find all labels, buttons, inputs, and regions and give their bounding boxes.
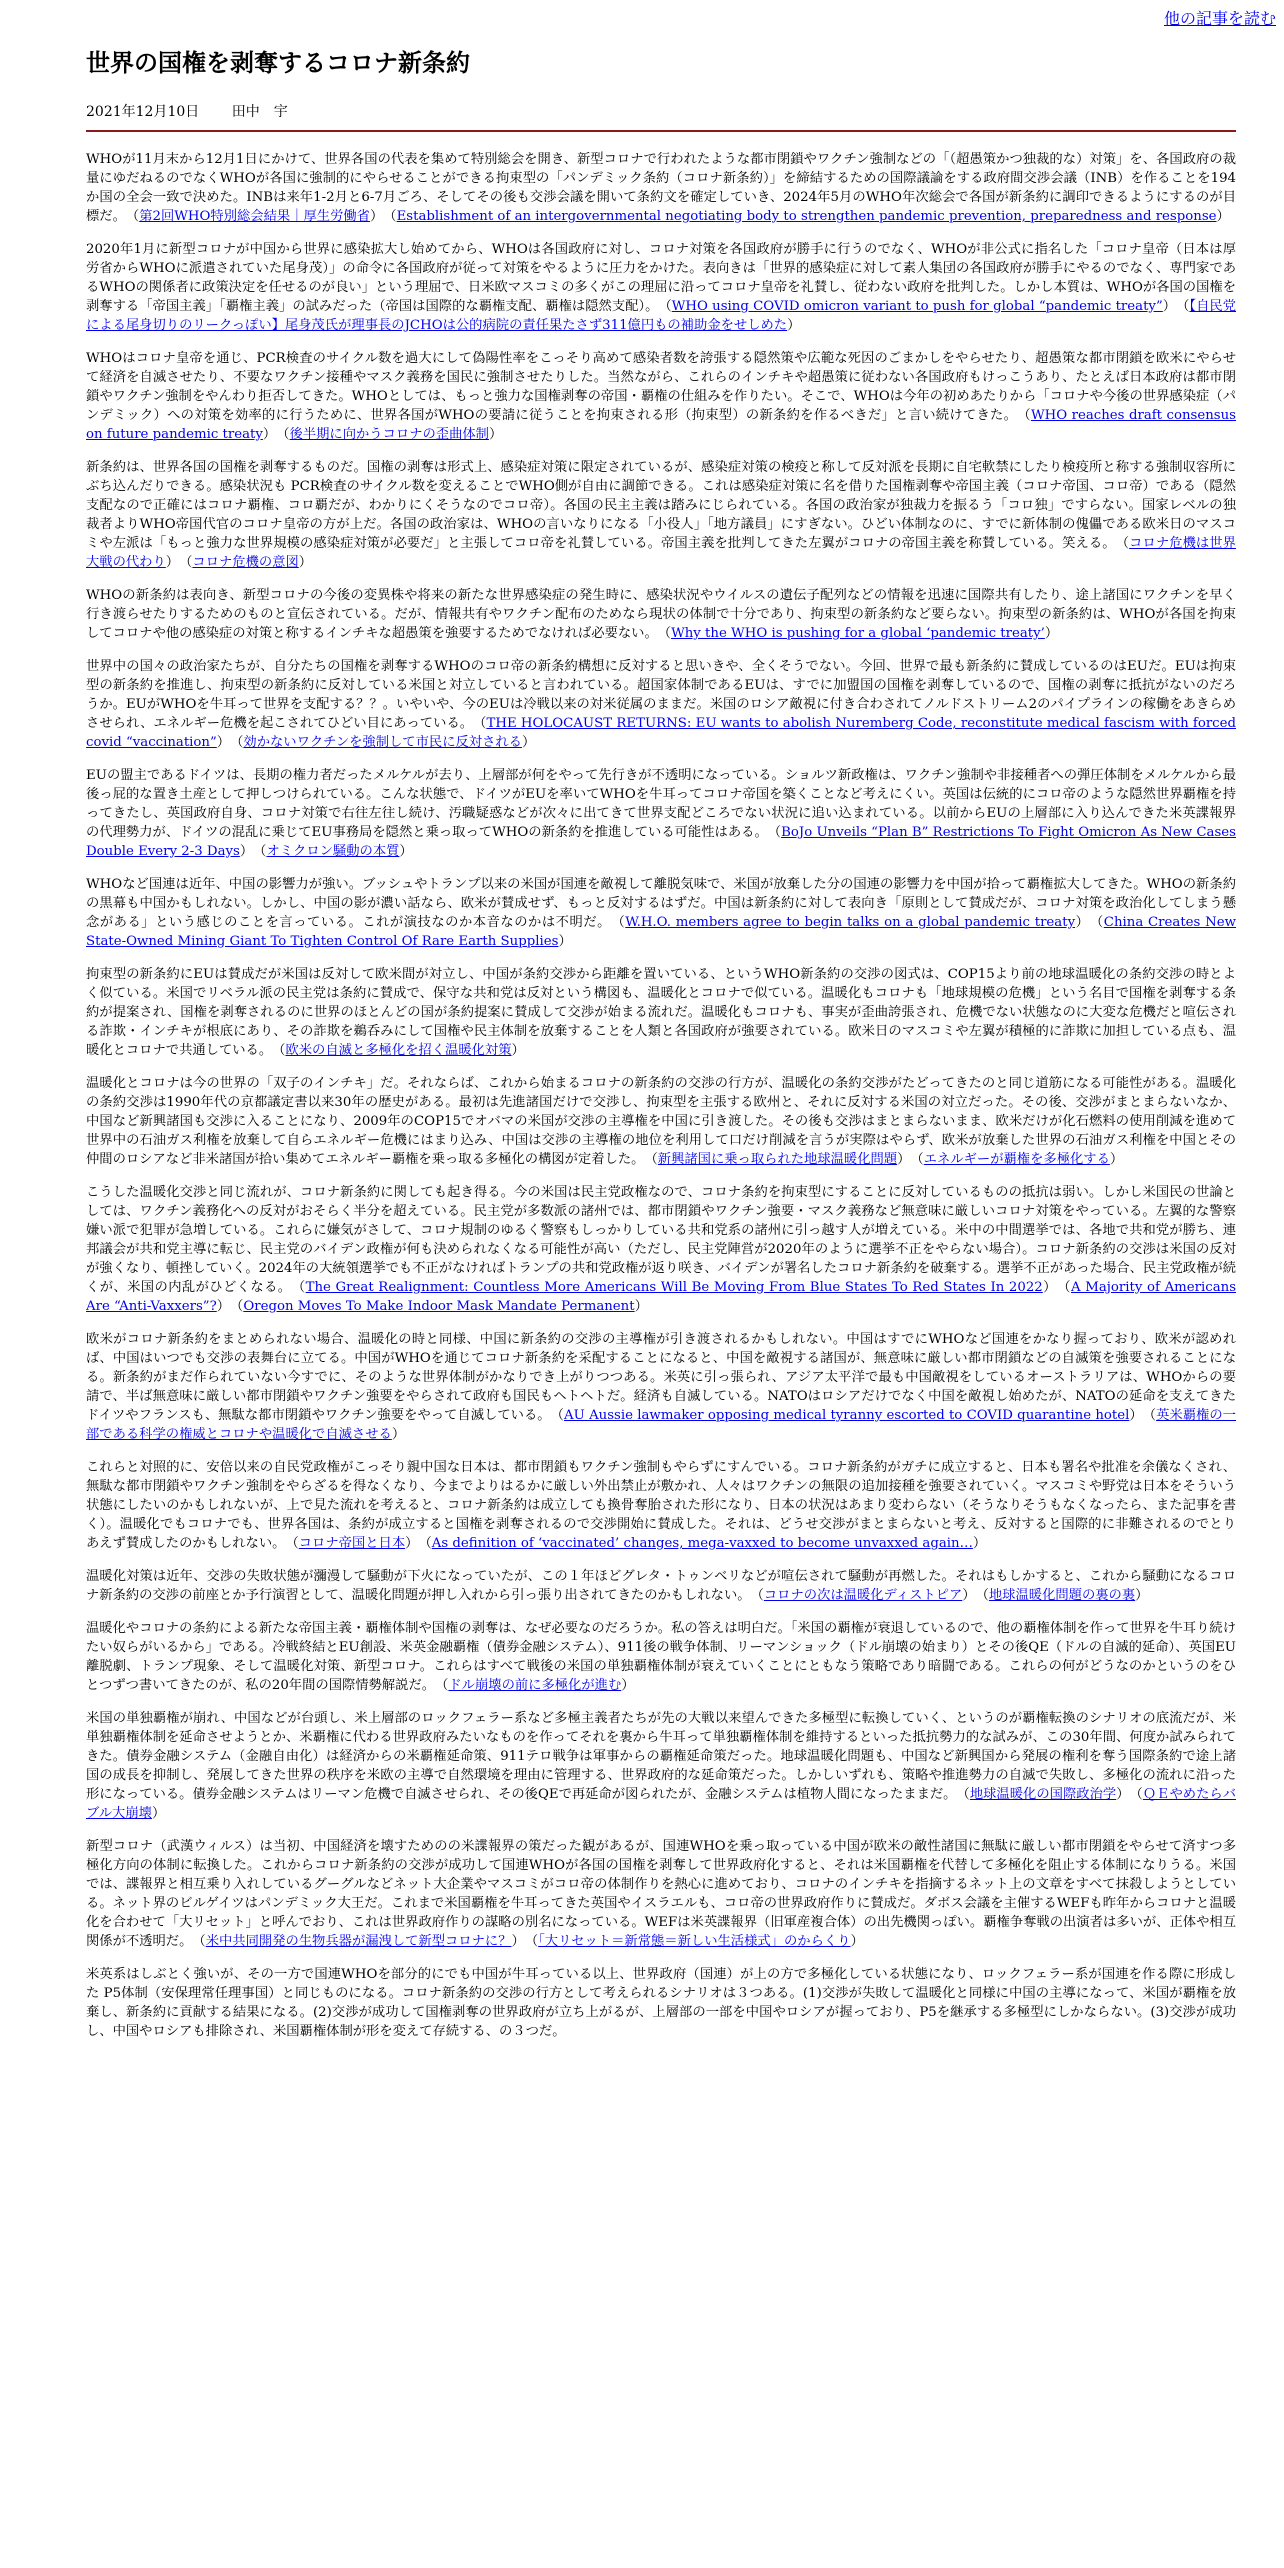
reference-link[interactable]: 英米覇権の一部である科学の権威とコロナや温暖化で自滅させる <box>86 1408 1236 1442</box>
article-paragraph: WHOが11月末から12月1日にかけて、世界各国の代表を集めて特別総会を開き、新型コロナで行われたような都市閉鎖やワクチン強制などの「（超愚策かつ独裁的な）対策」を、各国政府の裁量にゆだねるのでなくWHOが各国に強制的にやらせることができる拘束型の「パンデミック条約（コロナ新条約）」を締結するための国際議論をする政府間交渉会議（INB）を作ることを194か国の全会一致で決めた。INBは来年1-2月と6-7月ごろ、そしてその後も交渉会議を開いて条約文を確定していき、2024年5月のWHO年次総会で各国が新条約に調印できるようにするのが目標だ。 （第2回WHO特別総会結果｜厚生労働省） （Establishment of an intergovernmental negotiating body to strengthen pandemic prevention, preparedness and response） <box>86 152 1236 224</box>
reference-link[interactable]: 【自民党による尾身切りのリークっぽい】尾身茂氏が理事長のJCHOは公的病院の責任果たさず311億円もの補助金をせしめた <box>86 299 1237 333</box>
reference-link[interactable]: 第2回WHO特別総会結果｜厚生労働省 <box>139 209 370 224</box>
article-author: 田中 宇 <box>231 104 288 120</box>
paragraph-text: 米国の単独覇権が崩れ、中国などが台頭し、米上層部のロックフェラー系など多極主義者たちが先の大戦以来望んできた多極型に転換していく、というのが覇権転換のシナリオの底流だが、米単独覇権体制を延命させようとか、米覇権に代わる世界政府みたいなものを作ってそれを裏から牛耳って単独覇権体制を維持するといった抵抗勢力的な試みが、この30年間、何度か試みられてきた。債券金融システム（金融自由化）は経済からの米覇権延命策、911テロ戦争は軍事からの覇権延命策だった。地球温暖化問題も、中国など新興国から発展の権利を奪う国際条約で途上諸国の成長を抑制し、発展してきた世界の秩序を米欧の主導で自然環境を理由に管理する、世界政府的な延命策だった。しかしいずれも、策略や推進勢力の自滅で失敗し、多極化の流れに沿った形になっている。債券金融システムはリーマン危機で自滅させられ、その後QEで再延命が図られたが、金融システムは植物人間になったままだ。 <box>86 1711 1236 1802</box>
reference-link[interactable]: コロナ危機の意図 <box>192 555 299 570</box>
reference-link[interactable]: W.H.O. members agree to begin talks on a global pandemic treaty <box>625 915 1076 930</box>
reference-link[interactable]: WHO reaches draft consensus on future pandemic treaty <box>86 408 1237 442</box>
reference-link[interactable]: 「大リセット＝新常態＝新しい生活様式」のからくり <box>538 1934 851 1949</box>
article-meta <box>86 102 1236 122</box>
reference-link[interactable]: ＱＥやめたらバブル大崩壊 <box>86 1787 1237 1821</box>
article-paragraph: 新型コロナ（武漢ウィルス）は当初、中国経済を壊すためのの米諜報界の策だった観があるが、国連WHOを乗っ取っている中国が欧米の敵性諸国に無駄に厳しい都市閉鎖をやらせて済すつ多極化方向の体制に転換した。これからコロナ新条約の交渉が成功して国連WHOが各国の国権を剥奪して世界政府化すると、それは米国覇権を代替して多極化を阻止する体制になりうる。米国では、諜報界と相互乗り入れしているグーグルなどネット大企業やマスコミがコロ帝の体制作りを熱心に進めており、コロナのインチキを指摘するネット上の文章をすべて抹殺しようとしている。ネット界のビルゲイツはパンデミック大王だ。これまで米国覇権を牛耳ってきた英国やイスラエルも、コロ帝の世界政府作りに賛成だ。ダボス会議を主催するWEFも昨年からコロナと温暖化を合わせて「大リセット」と呼んでおり、これは世界政府作りの謀略の別名になっている。WEFは米英諜報界（旧軍産複合体）の出先機関っぽい。覇権争奪戦の出演者は多いが、正体や相互関係が不透明だ。 （米中共同開発の生物兵器が漏洩して新型コロナに？） （「大リセット＝新常態＝新しい生活様式」のからくり） <box>86 1839 1236 1949</box>
reference-link[interactable]: 欧米の自滅と多極化を招く温暖化対策 <box>285 1043 512 1058</box>
reference-link[interactable]: 効かないワクチンを強制して市民に反対される <box>243 735 522 750</box>
reference-link[interactable]: ドル崩壊の前に多極化が進む <box>448 1678 622 1693</box>
paragraph-text: WHOが11月末から12月1日にかけて、世界各国の代表を集めて特別総会を開き、新型コロナで行われたような都市閉鎖やワクチン強制などの「（超愚策かつ独裁的な）対策」を、各国政府の裁量にゆだねるのでなくWHOが各国に強制的にやらせることができる拘束型の「パンデミック条約（コロナ新条約）」を締結するための国際議論をする政府間交渉会議（INB）を作ることを194か国の全会一致で決めた。INBは来年1-2月と6-7月ごろ、そしてその後も交渉会議を開いて条約文を確定していき、2024年5月のWHO年次総会で各国が新条約に調印できるようにするのが目標だ。 <box>86 152 1236 224</box>
article-paragraph: これらと対照的に、安倍以来の自民党政権がこっそり親中国な日本は、都市閉鎖もワクチン強制もやらずにすんでいる。コロナ新条約がガチに成立すると、日本も署名や批准を余儀なくされ、無駄な都市閉鎖やワクチン強制をやらざるを得なくなり、今までよりはるかに厳しい外出禁止が敷かれ、人々はワクチンの無限の追加接種を強要されていく。マスコミや野党は日本をそういう状態にしたいのかもしれないが、上で見た流れを考えると、コロナ新条約は成立しても換骨奪胎された形になり、日本の状況はあまり変わらない（そうなりそうもなくなったら、また記事を書く）。温暖化でもコロナでも、世界各国は、条約が成立すると国権を剥奪されるので交渉開始に賛成した。それは、どうせ交渉がまとまらないと考え、反対すると国際的に非難されるのでとりあえず賛成したのかもしれない。 （コロナ帝国と日本） （As definition of ‘vaccinated’ changes, mega-vaxxed to become unvaxxed again…） <box>86 1460 1236 1551</box>
reference-link[interactable]: オミクロン騒動の本質 <box>266 844 400 859</box>
paragraph-text: 温暖化対策は近年、交渉の失敗状態が瀰漫して騒動が下火になっていたが、この１年ほどグレタ・トゥンベリなどが喧伝されて騒動が再燃した。それはもしかすると、これから騒動になるコロナ新条約の交渉の前座とか予行演習として、温暖化問題が押し入れから引っ張り出されてきたのかもしれない。 <box>86 1569 1236 1603</box>
reference-link[interactable]: Oregon Moves To Make Indoor Mask Mandate Permanent <box>243 1299 635 1314</box>
reference-link[interactable]: 地球温暖化問題の裏の裏 <box>988 1588 1136 1603</box>
reference-link[interactable]: China Creates New State-Owned Mining Giant To Tighten Control Of Rare Earth Supplies <box>86 915 1236 949</box>
reference-link[interactable]: A Majority of Americans Are “Anti-Vaxxers”? <box>86 1280 1237 1314</box>
reference-link[interactable]: 地球温暖化の国際政治学 <box>969 1787 1117 1802</box>
paragraph-text: こうした温暖化交渉と同じ流れが、コロナ新条約に関しても起き得る。今の米国は民主党政権なので、コロナ条約を拘束型にすることに反対しているものの抵抗は弱い。しかし米国民の世論としては、ワクチン義務化への反対がおそらく半分を超えている。民主党が多数派の諸州では、都市閉鎖やワクチン強要・マスク義務など無意味に厳しいコロナ対策をやっている。左翼的な警察嫌い派で犯罪が急増している。これらに嫌気がさして、コロナ規制のゆるく警察もしっかりしている共和党系の諸州に引っ越す人が増えている。米中の中間選挙では、各地で共和党が勝ち、連邦議会が共和党主導に転じ、民主党のバイデン政権が何も決められなくなる可能性が高い（ただし、民主党陣営が2020年のように選挙不正をやらない場合）。コロナ新条約の交渉は米国の反対が強くなり、頓挫していく。2024年の大統領選挙でも不正がなければトランプの共和党政権が返り咲き、バイデンが署名したコロナ新条約を破棄する。選挙不正があった場合、民主党政権が続くが、米国の内乱がひどくなる。 <box>86 1185 1236 1295</box>
reference-link[interactable]: コロナ帝国と日本 <box>298 1536 406 1551</box>
paragraph-text: これらと対照的に、安倍以来の自民党政権がこっそり親中国な日本は、都市閉鎖もワクチン強制もやらずにすんでいる。コロナ新条約がガチに成立すると、日本も署名や批准を余儀なくされ、無駄な都市閉鎖やワクチン強制をやらざるを得なくなり、今までよりはるかに厳しい外出禁止が敷かれ、人々はワクチンの無限の追加接種を強要されていく。マスコミや野党は日本をそういう状態にしたいのかもしれないが、上で見た流れを考えると、コロナ新条約は成立しても換骨奪胎された形になり、日本の状況はあまり変わらない（そうなりそうもなくなったら、また記事を書く）。温暖化でもコロナでも、世界各国は、条約が成立すると国権を剥奪されるので交渉開始に賛成した。それは、どうせ交渉がまとまらないと考え、反対すると国際的に非難されるのでとりあえず賛成したのかもしれない。 <box>86 1460 1236 1551</box>
reference-link[interactable]: コロナの次は温暖化ディストピア <box>763 1588 963 1603</box>
article-paragraph: 米国の単独覇権が崩れ、中国などが台頭し、米上層部のロックフェラー系など多極主義者たちが先の大戦以来望んできた多極型に転換していく、というのが覇権転換のシナリオの底流だが、米単独覇権体制を延命させようとか、米覇権に代わる世界政府みたいなものを作ってそれを裏から牛耳って単独覇権体制を維持するといった抵抗勢力的な試みが、この30年間、何度か試みられてきた。債券金融システム（金融自由化）は経済からの米覇権延命策、911テロ戦争は軍事からの覇権延命策だった。地球温暖化問題も、中国など新興国から発展の権利を奪う国際条約で途上諸国の成長を抑制し、発展してきた世界の秩序を米欧の主導で自然環境を理由に管理する、世界政府的な延命策だった。しかしいずれも、策略や推進勢力の自滅で失敗し、多極化の流れに沿った形になっている。債券金融システムはリーマン危機で自滅させられ、その後QEで再延命が図られたが、金融システムは植物人間になったままだ。 （地球温暖化の国際政治学） （ＱＥやめたらバブル大崩壊） <box>86 1711 1237 1821</box>
other-articles-link[interactable]: 他の記事を読む <box>1163 9 1276 28</box>
reference-link[interactable]: 米中共同開発の生物兵器が漏洩して新型コロナに？ <box>205 1934 512 1949</box>
article-paragraph: こうした温暖化交渉と同じ流れが、コロナ新条約に関しても起き得る。今の米国は民主党政権なので、コロナ条約を拘束型にすることに反対しているものの抵抗は弱い。しかし米国民の世論としては、ワクチン義務化への反対がおそらく半分を超えている。民主党が多数派の諸州では、都市閉鎖やワクチン強要・マスク義務など無意味に厳しいコロナ対策をやっている。左翼的な警察嫌い派で犯罪が急増している。これらに嫌気がさして、コロナ規制のゆるく警察もしっかりしている共和党系の諸州に引っ越す人が増えている。米中の中間選挙では、各地で共和党が勝ち、連邦議会が共和党主導に転じ、民主党のバイデン政権が何も決められなくなる可能性が高い（ただし、民主党陣営が2020年のように選挙不正をやらない場合）。コロナ新条約の交渉は米国の反対が強くなり、頓挫していく。2024年の大統領選挙でも不正がなければトランプの共和党政権が返り咲き、バイデンが署名したコロナ新条約を破棄する。選挙不正があった場合、民主党政権が続くが、米国の内乱がひどくなる。 （The Great Realignment: Countless More Americans Will Be Moving From Blue States To Red States In 2022） （A Majority of Americans Are “Anti-Vaxxers”?） （Oregon Moves To Make Indoor Mask Mandate Permanent） <box>86 1185 1237 1314</box>
article-paragraph: 欧米がコロナ新条約をまとめられない場合、温暖化の時と同様、中国に新条約の交渉の主導権が引き渡されるかもしれない。中国はすでにWHOなど国連をかなり握っており、欧米が認めれば、中国はいつでも交渉の表舞台に立てる。中国がWHOを通じてコロナ新条約を采配することになると、中国を敵視する諸国が、無意味に厳しい都市閉鎖などの自滅策を強要されることになる。新条約がまだ作られていない今すでに、そのような世界体制がかなりでき上がりつつある。米英に引っ張られ、アジア太平洋で最も中国敵視をしているオーストラリアは、WHOからの要請で、半ば無意味に厳しい都市閉鎖やワクチン強要をやらされて政府も国民もヘトヘトだ。経済も自滅している。NATOはロシアだけでなく中国を敵視し始めたが、NATOの延命を支えてきたドイツやフランスも、無駄な都市閉鎖やワクチン強要をやって自滅している。 （AU Aussie lawmaker opposing medical tyranny escorted to COVID quarantine hotel） （英米覇権の一部である科学の権威とコロナや温暖化で自滅させる） <box>86 1332 1236 1442</box>
article-paragraph: WHOはコロナ皇帝を通じ、PCR検査のサイクル数を過大にして偽陽性率をこっそり高めて感染者数を誇張する隠然策や広範な死因のごまかしをやらせたり、超愚策な都市閉鎖を欧米にやらせて経済を自滅させたり、不要なワクチン接種やマスク義務を国民に強制させたりした。当然ながら、これらのインチキや超愚策に従わない各国政府もけっこうあり、たとえば日本政府は都市閉鎖やワクチン強制をやんわり拒否してきた。WHOとしては、もっと強力な国権剥奪の帝国・覇権の仕組みを作りたい。そこで、WHOは今年の初めあたりから「コロナや今後の世界感染症（パンデミック）への対策を効率的に行うために、世界各国がWHOの要請に従うことを拘束される形（拘束型）の新条約を作るべきだ」と言い続けてきた。 （WHO reaches draft consensus on future pandemic treaty） （後半期に向かうコロナの歪曲体制） <box>86 351 1237 442</box>
paragraph-text: 世界中の国々の政治家たちが、自分たちの国権を剥奪するWHOのコロ帝の新条約構想に反対すると思いきや、全くそうでない。今回、世界で最も新条約に賛成しているのはEUだ。EUは拘束型の新条約を推進し、拘束型の新条約に反対している米国と対立していると言われている。超国家体制であるEUは、すでに加盟国の国権を剥奪しているので、国権の剥奪に抵抗がないのだろうか。EUがWHOを牛耳って世界を支配する？？。いやいや、今のEUは冷戦以来の対米従属のままだ。米国のロシア敵視に付き合わされてノルドストリーム2のパイプラインの稼働をあきらめさせられ、エネルギー危機を起こされてひどい目にあっている。 <box>86 659 1236 731</box>
paragraph-text: 米英系はしぶとく強いが、その一方で国連WHOを部分的にでも中国が牛耳っている以上、世界政府（国連）が上の方で多極化している状態になり、ロックフェラー系が国連を作る際に形成した P5体制（安保理常任理事国）と同じものになる。コロナ新条約の交渉の行方として考えられるシナリオは３つある。(1)交渉が失敗して温暖化と同様に中国の主導になって、米国が覇権を放棄し、新条約に貢献する結果になる。(2)交渉が成功して国権剥奪の世界政府が立ち上がるが、上層部の一部を中国やロシアが握っており、P5を継承する多極型にしかならない。(3)交渉が成功し、中国やロシアも排除され、米国覇権体制が形を変えて存続する、の３つだ。 <box>86 1967 1236 2039</box>
title-divider <box>86 130 1236 132</box>
article-body <box>86 150 1236 2041</box>
article-paragraph: WHOの新条約は表向き、新型コロナの今後の変異株や将来の新たな世界感染症の発生時に、感染状況やウイルスの遺伝子配列などの情報を迅速に国際共有したり、途上諸国にワクチンを早く行き渡らせたりするためのものと宣伝されている。だが、情報共有やワクチン配布のためなら現状の体制で十分であり、拘束型の新条約など要らない。拘束型の新条約は、WHOが各国を拘束してコロナや他の感染症の対策と称するインチキな超愚策を強要するためでなければ必要ない。 （Why the WHO is pushing for a global ‘pandemic treaty’） <box>86 588 1236 641</box>
article-paragraph <box>86 1965 1236 2041</box>
article-paragraph: 新条約は、世界各国の国権を剥奪するものだ。国権の剥奪は形式上、感染症対策に限定されているが、感染症対策の検疫と称して反対派を長期に自宅軟禁にしたり検疫所と称する強制収容所にぶち込んだりできる。感染状況も PCR検査のサイクル数を変えることでWHO側が自由に調節できる。これは感染症対策に名を借りた国権剥奪や帝国主義（コロナ帝国、コロ帝）である（隠然支配なので正確にはコロナ覇権、コロ覇だが、わかりにくそうなのでコロ帝）。各国の民主主義は踏みにじられている。各国の政治家が独裁力を振るう「コロ独」ですらない。国家レベルの独裁者よりWHO帝国代官のコロナ皇帝の方が上だ。各国の政治家は、WHOの言いなりになる「小役人」「地方議員」にすぎない。ひどい体制なのに、すでに新体制の傀儡である欧米日のマスコミや左派は「もっと強力な世界規模の感染症対策が必要だ」と主張してコロ帝を礼賛している。帝国主義を批判してきた左翼がコロナの帝国主義を称賛している。笑える。 （コロナ危機は世界大戦の代わり） （コロナ危機の意図） <box>86 460 1236 570</box>
article-paragraph: WHOなど国連は近年、中国の影響力が強い。ブッシュやトランプ以来の米国が国連を敵視して離脱気味で、米国が放棄した分の国連の影響力を中国が拾って覇権拡大してきた。WHOの新条約の黒幕も中国かもしれない。しかし、中国の影が濃い話なら、欧米が賛成せず、もっと反対するはずだ。中国は新条約に対して表向き「原則として賛成だが、コロナ対策を政治化してしまう懸念がある」という感じのことを言っている。これが演技なのか本音なのかは不明だ。 （W.H.O. members agree to begin talks on a global pandemic treaty） （China Creates New State-Owned Mining Giant To Tighten Control Of Rare Earth Supplies） <box>86 877 1236 949</box>
article-paragraph: 拘束型の新条約にEUは賛成だが米国は反対して欧米間が対立し、中国が条約交渉から距離を置いている、というWHO新条約の交渉の図式は、COP15より前の地球温暖化の条約交渉の時とよく似ている。米国でリベラル派の民主党は条約に賛成で、保守な共和党は反対という構図も、温暖化とコロナで似ている。温暖化もコロナも「地球規模の危機」という名目で国権を剥奪する条約が提案され、国権を剥奪されるのに世界のほとんどの国が条約提案に賛成して交渉が始まる流れだ。温暖化もコロナも、事実が歪曲誇張され、危機でない状態なのに大変な危機だと喧伝される詐欺・インチキが根底にあり、その詐欺を鵜呑みにして国権や民主体制を放棄することを人類と各国政府が強要されている。欧米日のマスコミや左翼が積極的に詐欺に加担している点も、温暖化とコロナで共通している。 （欧米の自滅と多極化を招く温暖化対策） <box>86 967 1236 1058</box>
paragraph-text: WHOの新条約は表向き、新型コロナの今後の変異株や将来の新たな世界感染症の発生時に、感染状況やウイルスの遺伝子配列などの情報を迅速に国際共有したり、途上諸国にワクチンを早く行き渡らせたりするためのものと宣伝されている。だが、情報共有やワクチン配布のためなら現状の体制で十分であり、拘束型の新条約など要らない。拘束型の新条約は、WHOが各国を拘束してコロナや他の感染症の対策と称するインチキな超愚策を強要するためでなければ必要ない。 <box>86 588 1236 641</box>
paragraph-text: WHOはコロナ皇帝を通じ、PCR検査のサイクル数を過大にして偽陽性率をこっそり高めて感染者数を誇張する隠然策や広範な死因のごまかしをやらせたり、超愚策な都市閉鎖を欧米にやらせて経済を自滅させたり、不要なワクチン接種やマスク義務を国民に強制させたりした。当然ながら、これらのインチキや超愚策に従わない各国政府もけっこうあり、たとえば日本政府は都市閉鎖やワクチン強制をやんわり拒否してきた。WHOとしては、もっと強力な国権剥奪の帝国・覇権の仕組みを作りたい。そこで、WHOは今年の初めあたりから「コロナや今後の世界感染症（パンデミック）への対策を効率的に行うために、世界各国がWHOの要請に従うことを拘束される形（拘束型）の新条約を作るべきだ」と言い続けてきた。 <box>86 351 1236 423</box>
paragraph-text: 拘束型の新条約にEUは賛成だが米国は反対して欧米間が対立し、中国が条約交渉から距離を置いている、というWHO新条約の交渉の図式は、COP15より前の地球温暖化の条約交渉の時とよく似ている。米国でリベラル派の民主党は条約に賛成で、保守な共和党は反対という構図も、温暖化とコロナで似ている。温暖化もコロナも「地球規模の危機」という名目で国権を剥奪する条約が提案され、国権を剥奪されるのに世界のほとんどの国が条約提案に賛成して交渉が始まる流れだ。温暖化もコロナも、事実が歪曲誇張され、危機でない状態なのに大変な危機だと喧伝される詐欺・インチキが根底にあり、その詐欺を鵜呑みにして国権や民主体制を放棄することを人類と各国政府が強要されている。欧米日のマスコミや左翼が積極的に詐欺に加担している点も、温暖化とコロナで共通している。 <box>86 967 1236 1058</box>
reference-link[interactable]: As definition of ‘vaccinated’ changes, mega-vaxxed to become unvaxxed again… <box>431 1536 973 1551</box>
reference-link[interactable]: WHO using COVID omicron variant to push for global “pandemic treaty” <box>671 299 1163 314</box>
reference-link[interactable]: エネルギーが覇権を多極化する <box>923 1152 1110 1167</box>
reference-link[interactable]: Establishment of an intergovernmental negotiating body to strengthen pandemic prevention, preparedness and response <box>396 209 1217 224</box>
article-date: 2021年12月10日 <box>86 104 200 120</box>
paragraph-text: 新条約は、世界各国の国権を剥奪するものだ。国権の剥奪は形式上、感染症対策に限定されているが、感染症対策の検疫と称して反対派を長期に自宅軟禁にしたり検疫所と称する強制収容所にぶち込んだりできる。感染状況も PCR検査のサイクル数を変えることでWHO側が自由に調節できる。これは感染症対策に名を借りた国権剥奪や帝国主義（コロナ帝国、コロ帝）である（隠然支配なので正確にはコロナ覇権、コロ覇だが、わかりにくそうなのでコロ帝）。各国の民主主義は踏みにじられている。各国の政治家が独裁力を振るう「コロ独」ですらない。国家レベルの独裁者よりWHO帝国代官のコロナ皇帝の方が上だ。各国の政治家は、WHOの言いなりになる「小役人」「地方議員」にすぎない。ひどい体制なのに、すでに新体制の傀儡である欧米日のマスコミや左派は「もっと強力な世界規模の感染症対策が必要だ」と主張してコロ帝を礼賛している。帝国主義を批判してきた左翼がコロナの帝国主義を称賛している。笑える。 <box>86 460 1236 551</box>
reference-link[interactable]: AU Aussie lawmaker opposing medical tyranny escorted to COVID quarantine hotel <box>564 1408 1130 1423</box>
article-paragraph: 温暖化とコロナは今の世界の「双子のインチキ」だ。それならば、これから始まるコロナの新条約の交渉の行方が、温暖化の条約交渉がたどってきたのと同じ道筋になる可能性がある。温暖化の条約交渉は1990年代の京都議定書以来30年の歴史がある。最初は先進諸国だけで交渉し、拘束型を主張する欧州と、それに反対する米国の対立だった。その後、交渉がまとまらないなか、中国など新興諸国も交渉に入ることになり、2009年のCOP15でオバマの米国が交渉の主導権を中国に引き渡した。その後も交渉はまとまらないまま、欧米だけが化石燃料の使用削減を進めて世界中の石油ガス利権を放棄して自らエネルギー危機にはまり込み、中国は交渉の主導権の地位を利用して口だけ削減を言うが実際はやらず、欧米が放棄した世界の石油ガス利権を中国とその仲間のロシアなど非米諸国が拾い集めてエネルギー覇権を乗っ取る多極化の構図が定着した。 （新興諸国に乗っ取られた地球温暖化問題） （エネルギーが覇権を多極化する） <box>86 1076 1236 1167</box>
paragraph-text: EUの盟主であるドイツは、長期の権力者だったメルケルが去り、上層部が何をやって先行きが不透明になっている。ショルツ新政権は、ワクチン強制や非接種者への弾圧体制をメルケルから最後っ屁的な置き土産として押しつけられている。こんな状態で、ドイツがEUを率いてWHOを牛耳ってコロナ帝国を築くことなど考えにくい。英国は伝統的にコロ帝のような隠然世界覇権を持ってきたし、英国政府自身、コロナ対策で右往左往し続け、汚職疑惑などが次々に出てきて世界支配どころでない状況に追い込まれている。以前からEUの上層部に入り込んできた米英諜報界の代理勢力が、ドイツの混乱に乗じてEU事務局を隠然と乗っ取ってWHOの新条約を推進している可能性はある。 <box>86 768 1236 840</box>
paragraph-text: WHOなど国連は近年、中国の影響力が強い。ブッシュやトランプ以来の米国が国連を敵視して離脱気味で、米国が放棄した分の国連の影響力を中国が拾って覇権拡大してきた。WHOの新条約の黒幕も中国かもしれない。しかし、中国の影が濃い話なら、欧米が賛成せず、もっと反対するはずだ。中国は新条約に対して表向き「原則として賛成だが、コロナ対策を政治化してしまう懸念がある」という感じのことを言っている。これが演技なのか本音なのかは不明だ。 <box>86 877 1236 930</box>
reference-link[interactable]: Why the WHO is pushing for a global ‘pandemic treaty’ <box>671 626 1045 641</box>
reference-link[interactable]: 後半期に向かうコロナの歪曲体制 <box>289 427 489 442</box>
article-paragraph: 温暖化やコロナの条約による新たな帝国主義・覇権体制や国権の剥奪は、なぜ必要なのだろうか。私の答えは明白だ。「米国の覇権が衰退しているので、他の覇権体制を作って世界を牛耳り続けたい奴らがいるから」である。冷戦終結とEU創設、米英金融覇権（債券金融システム）、911後の戦争体制、リーマンショック（ドル崩壊の始まり）とその後QE（ドルの自滅的延命）、英国EU離脱劇、トランプ現象、そして温暖化対策、新型コロナ。これらはすべて戦後の米国の単独覇権体制が衰えていくことにともなう策略であり暗闘である。これらの何がどうなのかというのをひとつずつ書いてきたのが、私の20年間の国際情勢解説だ。 （ドル崩壊の前に多極化が進む） <box>86 1621 1236 1693</box>
reference-link[interactable]: The Great Realignment: Countless More Americans Will Be Moving From Blue States To Red States In 2022 <box>305 1280 1043 1295</box>
paragraph-text: 新型コロナ（武漢ウィルス）は当初、中国経済を壊すためのの米諜報界の策だった観があるが、国連WHOを乗っ取っている中国が欧米の敵性諸国に無駄に厳しい都市閉鎖をやらせて済すつ多極化方向の体制に転換した。これからコロナ新条約の交渉が成功して国連WHOが各国の国権を剥奪して世界政府化すると、それは米国覇権を代替して多極化を阻止する体制になりうる。米国では、諜報界と相互乗り入れしているグーグルなどネット大企業やマスコミがコロ帝の体制作りを熱心に進めており、コロナのインチキを指摘するネット上の文章をすべて抹殺しようとしている。ネット界のビルゲイツはパンデミック大王だ。これまで米国覇権を牛耳ってきた英国やイスラエルも、コロ帝の世界政府作りに賛成だ。ダボス会議を主催するWEFも昨年からコロナと温暖化を合わせて「大リセット」と呼んでおり、これは世界政府作りの謀略の別名になっている。WEFは米英諜報界（旧軍産複合体）の出先機関っぽい。覇権争奪戦の出演者は多いが、正体や相互関係が不透明だ。 <box>86 1839 1236 1949</box>
article <box>86 46 1236 2055</box>
reference-link[interactable]: コロナ危機は世界大戦の代わり <box>86 536 1236 570</box>
reference-link[interactable]: 新興諸国に乗っ取られた地球温暖化問題 <box>657 1152 898 1167</box>
paragraph-text: 温暖化とコロナは今の世界の「双子のインチキ」だ。それならば、これから始まるコロナの新条約の交渉の行方が、温暖化の条約交渉がたどってきたのと同じ道筋になる可能性がある。温暖化の条約交渉は1990年代の京都議定書以来30年の歴史がある。最初は先進諸国だけで交渉し、拘束型を主張する欧州と、それに反対する米国の対立だった。その後、交渉がまとまらないなか、中国など新興諸国も交渉に入ることになり、2009年のCOP15でオバマの米国が交渉の主導権を中国に引き渡した。その後も交渉はまとまらないまま、欧米だけが化石燃料の使用削減を進めて世界中の石油ガス利権を放棄して自らエネルギー危機にはまり込み、中国は交渉の主導権の地位を利用して口だけ削減を言うが実際はやらず、欧米が放棄した世界の石油ガス利権を中国とその仲間のロシアなど非米諸国が拾い集めてエネルギー覇権を乗っ取る多極化の構図が定着した。 <box>86 1076 1236 1167</box>
article-paragraph: 2020年1月に新型コロナが中国から世界に感染拡大し始めてから、WHOは各国政府に対し、コロナ対策を各国政府が勝手に行うのでなく、WHOが非公式に指名した「コロナ皇帝（日本は厚労省からWHOに派遣されていた尾身茂）」の命令に各国政府が従って対策をやるように圧力をかけた。表向きは「世界的感染症に対して素人集団の各国政府が勝手にやるのでなく、専門家であるWHOの関係者に政策決定を任せるのが良い」という理屈で、日米欧マスコミの多くがこの理屈に沿ってコロナ皇帝を礼賛し、従わない政府を批判した。しかし本質は、WHOが各国の国権を剥奪する「帝国主義」「覇権主義」の試みだった（帝国は国際的な覇権支配、覇権は隠然支配）。 （WHO using COVID omicron variant to push for global “pandemic treaty”） （【自民党による尾身切りのリークっぽい】尾身茂氏が理事長のJCHOは公的病院の責任果たさず311億円もの補助金をせしめた） <box>86 242 1237 333</box>
article-paragraph: 温暖化対策は近年、交渉の失敗状態が瀰漫して騒動が下火になっていたが、この１年ほどグレタ・トゥンベリなどが喧伝されて騒動が再燃した。それはもしかすると、これから騒動になるコロナ新条約の交渉の前座とか予行演習として、温暖化問題が押し入れから引っ張り出されてきたのかもしれない。 （コロナの次は温暖化ディストピア） （地球温暖化問題の裏の裏） <box>86 1569 1236 1603</box>
paragraph-text: 欧米がコロナ新条約をまとめられない場合、温暖化の時と同様、中国に新条約の交渉の主導権が引き渡されるかもしれない。中国はすでにWHOなど国連をかなり握っており、欧米が認めれば、中国はいつでも交渉の表舞台に立てる。中国がWHOを通じてコロナ新条約を采配することになると、中国を敵視する諸国が、無意味に厳しい都市閉鎖などの自滅策を強要されることになる。新条約がまだ作られていない今すでに、そのような世界体制がかなりでき上がりつつある。米英に引っ張られ、アジア太平洋で最も中国敵視をしているオーストラリアは、WHOからの要請で、半ば無意味に厳しい都市閉鎖やワクチン強要をやらされて政府も国民もヘトヘトだ。経済も自滅している。NATOはロシアだけでなく中国を敵視し始めたが、NATOの延命を支えてきたドイツやフランスも、無駄な都市閉鎖やワクチン強要をやって自滅している。 <box>86 1332 1236 1423</box>
paragraph-text: 2020年1月に新型コロナが中国から世界に感染拡大し始めてから、WHOは各国政府に対し、コロナ対策を各国政府が勝手に行うのでなく、WHOが非公式に指名した「コロナ皇帝（日本は厚労省からWHOに派遣されていた尾身茂）」の命令に各国政府が従って対策をやるように圧力をかけた。表向きは「世界的感染症に対して素人集団の各国政府が勝手にやるのでなく、専門家であるWHOの関係者に政策決定を任せるのが良い」という理屈で、日米欧マスコミの多くがこの理屈に沿ってコロナ皇帝を礼賛し、従わない政府を批判した。しかし本質は、WHOが各国の国権を剥奪する「帝国主義」「覇権主義」の試みだった（帝国は国際的な覇権支配、覇権は隠然支配）。 <box>86 242 1236 314</box>
paragraph-text: 温暖化やコロナの条約による新たな帝国主義・覇権体制や国権の剥奪は、なぜ必要なのだろうか。私の答えは明白だ。「米国の覇権が衰退しているので、他の覇権体制を作って世界を牛耳り続けたい奴らがいるから」である。冷戦終結とEU創設、米英金融覇権（債券金融システム）、911後の戦争体制、リーマンショック（ドル崩壊の始まり）とその後QE（ドルの自滅的延命）、英国EU離脱劇、トランプ現象、そして温暖化対策、新型コロナ。これらはすべて戦後の米国の単独覇権体制が衰えていくことにともなう策略であり暗闘である。これらの何がどうなのかというのをひとつずつ書いてきたのが、私の20年間の国際情勢解説だ。 <box>86 1621 1236 1693</box>
reference-link[interactable]: THE HOLOCAUST RETURNS: EU wants to abolish Nuremberg Code, reconstitute medical fascism with forced covid “vaccination” <box>86 716 1237 750</box>
article-title: 世界の国権を剥奪するコロナ新条約 <box>86 49 470 77</box>
reference-link[interactable]: BoJo Unveils “Plan B” Restrictions To Fight Omicron As New Cases Double Every 2-3 Days <box>86 825 1236 859</box>
article-paragraph: 世界中の国々の政治家たちが、自分たちの国権を剥奪するWHOのコロ帝の新条約構想に反対すると思いきや、全くそうでない。今回、世界で最も新条約に賛成しているのはEUだ。EUは拘束型の新条約を推進し、拘束型の新条約に反対している米国と対立していると言われている。超国家体制であるEUは、すでに加盟国の国権を剥奪しているので、国権の剥奪に抵抗がないのだろうか。EUがWHOを牛耳って世界を支配する？？。いやいや、今のEUは冷戦以来の対米従属のままだ。米国のロシア敵視に付き合わされてノルドストリーム2のパイプラインの稼働をあきらめさせられ、エネルギー危機を起こされてひどい目にあっている。 （THE HOLOCAUST RETURNS: EU wants to abolish Nuremberg Code, reconstitute medical fascism with forced covid “vaccination”） （効かないワクチンを強制して市民に反対される） <box>86 659 1237 750</box>
article-paragraph: EUの盟主であるドイツは、長期の権力者だったメルケルが去り、上層部が何をやって先行きが不透明になっている。ショルツ新政権は、ワクチン強制や非接種者への弾圧体制をメルケルから最後っ屁的な置き土産として押しつけられている。こんな状態で、ドイツがEUを率いてWHOを牛耳ってコロナ帝国を築くことなど考えにくい。英国は伝統的にコロ帝のような隠然世界覇権を持ってきたし、英国政府自身、コロナ対策で右往左往し続け、汚職疑惑などが次々に出てきて世界支配どころでない状況に追い込まれている。以前からEUの上層部に入り込んできた米英諜報界の代理勢力が、ドイツの混乱に乗じてEU事務局を隠然と乗っ取ってWHOの新条約を推進している可能性はある。 （BoJo Unveils “Plan B” Restrictions To Fight Omicron As New Cases Double Every 2-3 Days） （オミクロン騒動の本質） <box>86 768 1236 859</box>
